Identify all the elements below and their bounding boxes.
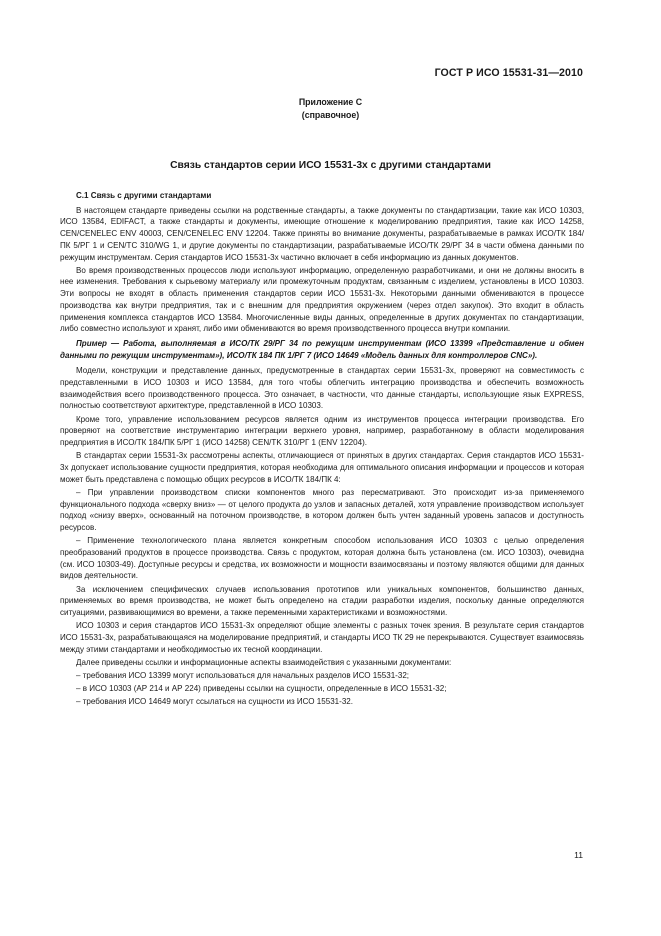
paragraph: В стандартах серии 15531-3х рассмотрены аспекты, отличающиеся от принятых в других стандартах. Серия стандартов ИСО 15531-3х допускает использование сущности предприятия, которая необходима для оптимального описания информации и процессов и которая может быть представлена с помощью общих ресурсов в ИСО/ТК 184/ПК 4: [60,451,584,484]
list-item: – в ИСО 10303 (АР 214 и АР 224) приведены ссылки на сущности, определенные в ИСО 15531-32; [76,684,447,694]
page-number: 11 [574,850,583,860]
list-item: – требования ИСО 14649 могут ссылаться на сущности из ИСО 15531-32. [76,697,354,707]
document-code: ГОСТ Р ИСО 15531-31—2010 [434,67,583,79]
example-paragraph: Пример — Работа, выполняемая в ИСО/ТК 29/РГ 34 по режущим инструментам (ИСО 13399 «Представление и обмен данными по режущим инструментам»), ИСО/ТК 184 ПК 1/РГ 7 (ИСО 14649 «Модель данных для контроллеров CNC»). [60,338,584,360]
document-body [60,190,584,710]
appendix-title: Приложение С [298,97,363,107]
paragraph: – Применение технологического плана является конкретным способом использования ИСО 10303 с целью определения преобразований продуктов в процессе производства. Связь с продуктом, которая должна быть установлена (см. ИСО 10303), очевидна (см. ИСО 10303-49). Доступные ресурсы и средства, их возможности и мощности взаимосвязаны и поэтому являются общими для данных видов деятельности. [60,536,584,581]
paragraph: Во время производственных процессов люди используют информацию, определенную разработчиками, и они не должны вносить в нее изменения. Требования к сырьевому материалу или промежуточным продуктам, связанным с изделием, установлены в ИСО 10303. Эти вопросы не входят в область применения стандартов серии ИСО 15531-3х. Некоторыми данными обмениваются в процессе производства как внутри предприятия, так и с внешним для предприятия окружением (через отдел закупок). Это входит в область применения комплекса стандартов ИСО 13584. Многочисленные виды данных, определенные в других документах по стандартизации, либо совместно используют и хранят, либо ими обмениваются во время производственного процесса внутри компании. [60,265,584,334]
main-title: Связь стандартов серии ИСО 15531-3х с другими стандартами [170,160,491,171]
paragraph: Далее приведены ссылки и информационные аспекты взаимодействия с указанными документами: [76,657,452,667]
list-item: – требования ИСО 13399 могут использоваться для начальных разделов ИСО 15531-32; [76,670,410,680]
paragraph: В настоящем стандарте приведены ссылки на родственные стандарты, а также документы по стандартизации, такие как ИСО 10303, ИСО 13584, EDIFACT, а также стандарты и документы, имеющие отношение к моделированию предприятия, такие как ИСО 14258, CEN/CENELEC ENV 40003, CEN/CENELEC ENV 12204. Также приняты во внимание документы, разрабатываемые в рамках ИСО/ТК 184/ПК 5/РГ 1 и CEN/TC 310/WG 1, и другие документы по стандартизации, разрабатываемые ИСО/ТК 29/РГ 34 в части обмена данными по режущим инструментам. Серия стандартов ИСО 15531-3х частично включает в себя информацию из данных документов. [60,205,584,262]
paragraph: ИСО 10303 и серия стандартов ИСО 15531-3х определяют общие элементы с разных точек зрения. В результате серия стандартов ИСО 15531-3х, разрабатывающаяся на моделирование предприятий, и стандарты ИСО ТК 29 не перекрываются. Существует взаимосвязь между этими стандартами и необходимостью их тесной координации. [60,621,584,654]
paragraph: – При управлении производством списки компонентов много раз пересматривают. Это происходит из-за применяемого функционального подхода «сверху вниз» — от целого продукта до узлов и запасных деталей, хотя управление производством использует подход «снизу вверх», основанный на поточном производстве, в котором должен быть учтен заданный уровень запасов и доступность ресурсов. [60,487,584,532]
section-heading: С.1 Связь с другими стандартами [76,191,212,200]
appendix-subtitle: (справочное) [301,110,360,120]
paragraph: За исключением специфических случаев использования прототипов или уникальных компонентов, большинство данных, применяемых во время производства, не может быть определено на стадии разработки изделия, поскольку данные определяются ситуациями, развивающимися во времени, а также переменными характеристиками и возможностями. [60,584,584,617]
paragraph: Модели, конструкции и представление данных, предусмотренные в стандартах серии 15531-3х, проверяют на совместимость с представленными в ИСО 10303 и ИСО 13584, для того чтобы облегчить интеграцию производства и обеспечить возможность взаимодействия всего производственного процесса. Это означает, в частности, что данные стандарты, использующие язык EXPRESS, полностью соответствуют архитектуре, представленной в ИСО 10303. [60,366,584,411]
paragraph: Кроме того, управление использованием ресурсов является одним из инструментов процесса интеграции производства. Его проверяют на соответствие инструментарию интеграции верхнего уровня, например, разработанному в области моделирования предприятия в ИСО/ТК 184/ПК 5/РГ 1 (ИСО 14258) CEN/TK 310/РГ 1 (ENV 12204). [60,414,584,448]
